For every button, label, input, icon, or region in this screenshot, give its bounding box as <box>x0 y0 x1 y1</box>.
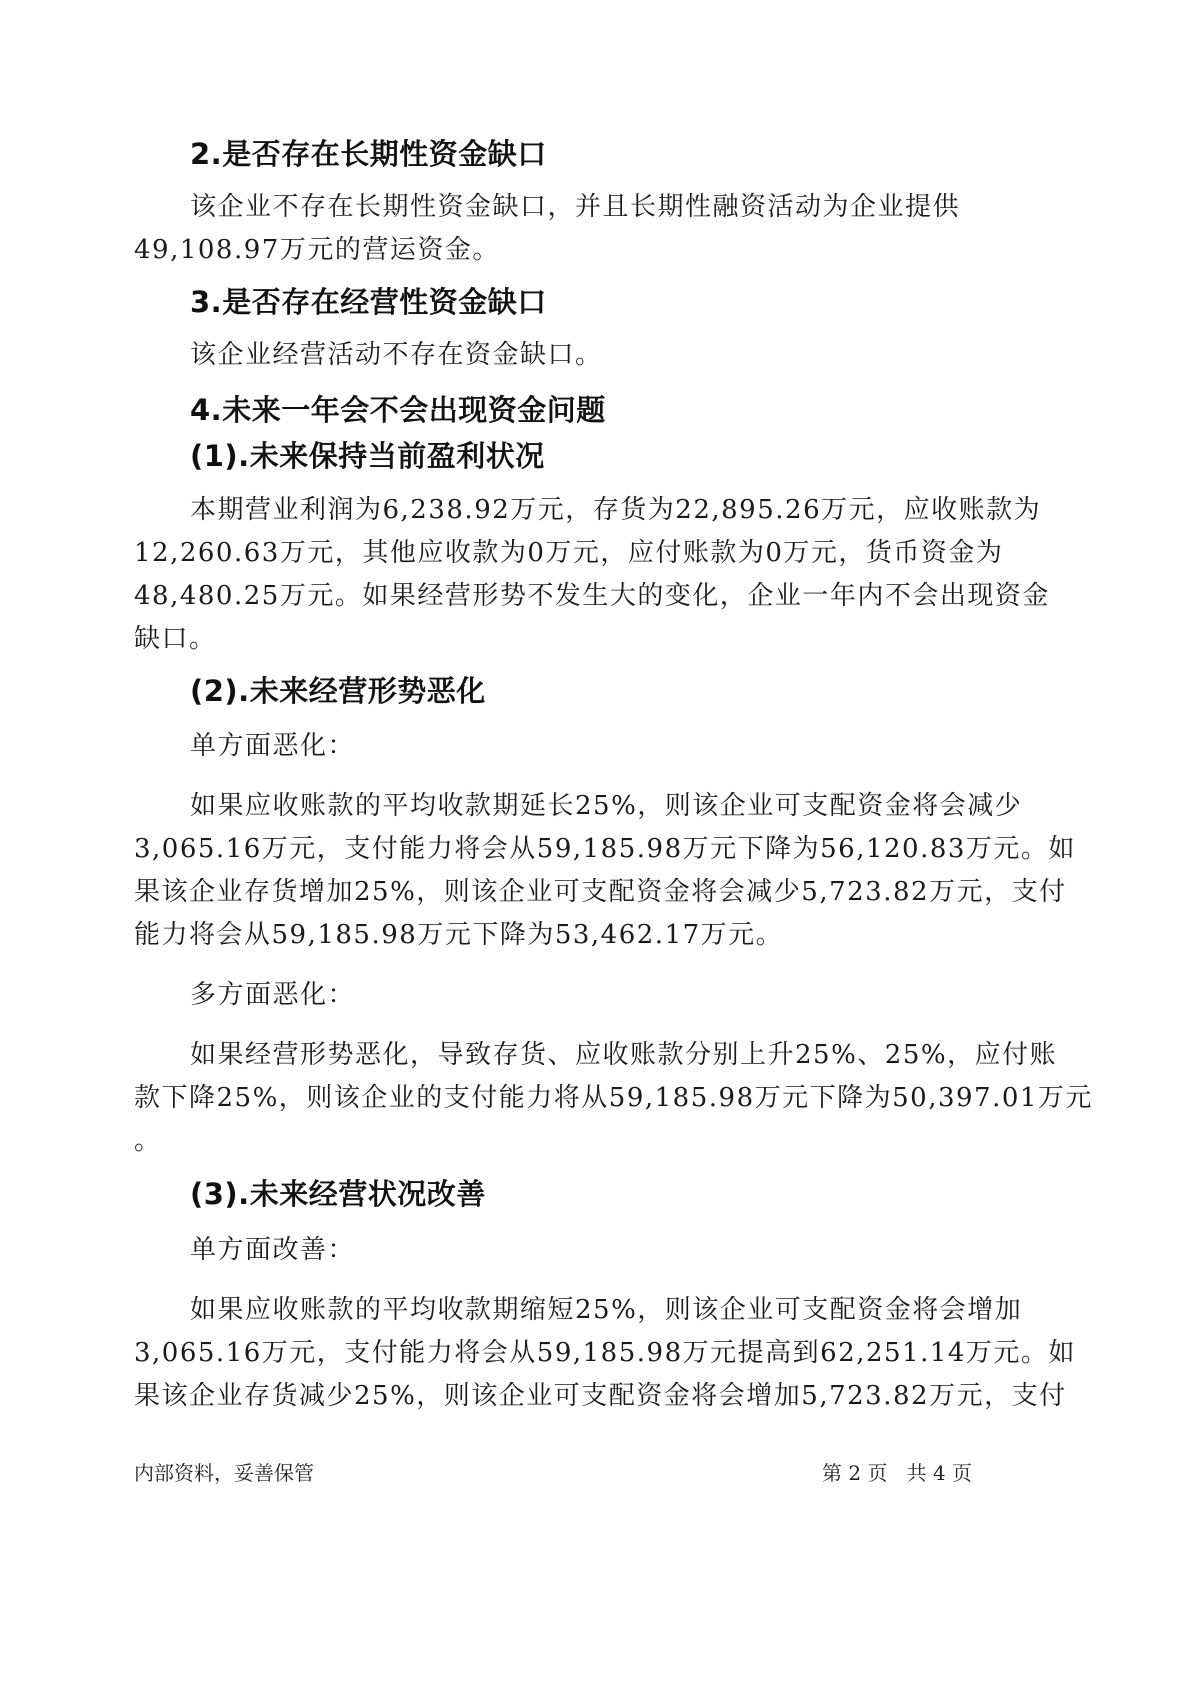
paragraph-line: 49,108.97万元的营运资金。 <box>134 235 500 265</box>
section-heading-next-year: 4.未来一年会不会出现资金问题 <box>190 393 606 427</box>
paragraph-line: 如果经营形势恶化，导致存货、应收账款分别上升25%、25%，应付账 <box>190 1040 1058 1070</box>
footer-confidential-note: 内部资料，妥善保管 <box>134 1461 314 1485</box>
paragraph-line: 如果应收账款的平均收款期延长25%，则该企业可支配资金将会减少 <box>190 791 1023 821</box>
paragraph-line: 48,480.25万元。如果经营形势不发生大的变化，企业一年内不会出现资金 <box>134 581 1050 611</box>
paragraph-line: 如果应收账款的平均收款期缩短25%，则该企业可支配资金将会增加 <box>190 1295 1023 1325</box>
paragraph-line: 3,065.16万元，支付能力将会从59,185.98万元提高到62,251.14万元。如 <box>134 1338 1076 1368</box>
paragraph-label: 单方面恶化： <box>190 731 356 761</box>
paragraph-label: 多方面恶化： <box>190 980 356 1010</box>
paragraph-line: 该企业不存在长期性资金缺口，并且长期性融资活动为企业提供 <box>190 192 961 222</box>
section-heading-operating-gap: 3.是否存在经营性资金缺口 <box>190 285 547 319</box>
paragraph-line: 果该企业存货减少25%，则该企业可支配资金将会增加5,723.82万元，支付 <box>134 1381 1067 1411</box>
section-heading-long-term-gap: 2.是否存在长期性资金缺口 <box>190 137 547 171</box>
paragraph-line: 能力将会从59,185.98万元下降为53,462.17万元。 <box>134 920 784 950</box>
paragraph-line: 3,065.16万元，支付能力将会从59,185.98万元下降为56,120.83万元。如 <box>134 834 1076 864</box>
subsection-heading-deterioration: (2).未来经营形势恶化 <box>190 674 486 708</box>
paragraph-line: 。 <box>134 1126 162 1156</box>
paragraph-line: 该企业经营活动不存在资金缺口。 <box>190 340 603 370</box>
paragraph-line: 12,260.63万元，其他应收款为0万元，应付账款为0万元，货币资金为 <box>134 538 1004 568</box>
subsection-heading-current-profit: (1).未来保持当前盈利状况 <box>190 439 545 473</box>
paragraph-line: 果该企业存货增加25%，则该企业可支配资金将会减少5,723.82万元，支付 <box>134 877 1067 907</box>
footer-page-number: 第 2 页 共 4 页 <box>822 1461 972 1485</box>
paragraph-line: 本期营业利润为6,238.92万元，存货为22,895.26万元，应收账款为 <box>190 495 1042 525</box>
paragraph-line: 缺口。 <box>134 624 217 654</box>
paragraph-line: 款下降25%，则该企业的支付能力将从59,185.98万元下降为50,397.01万元 <box>134 1083 1093 1113</box>
paragraph-label: 单方面改善： <box>190 1235 356 1265</box>
subsection-heading-improvement: (3).未来经营状况改善 <box>190 1177 486 1211</box>
